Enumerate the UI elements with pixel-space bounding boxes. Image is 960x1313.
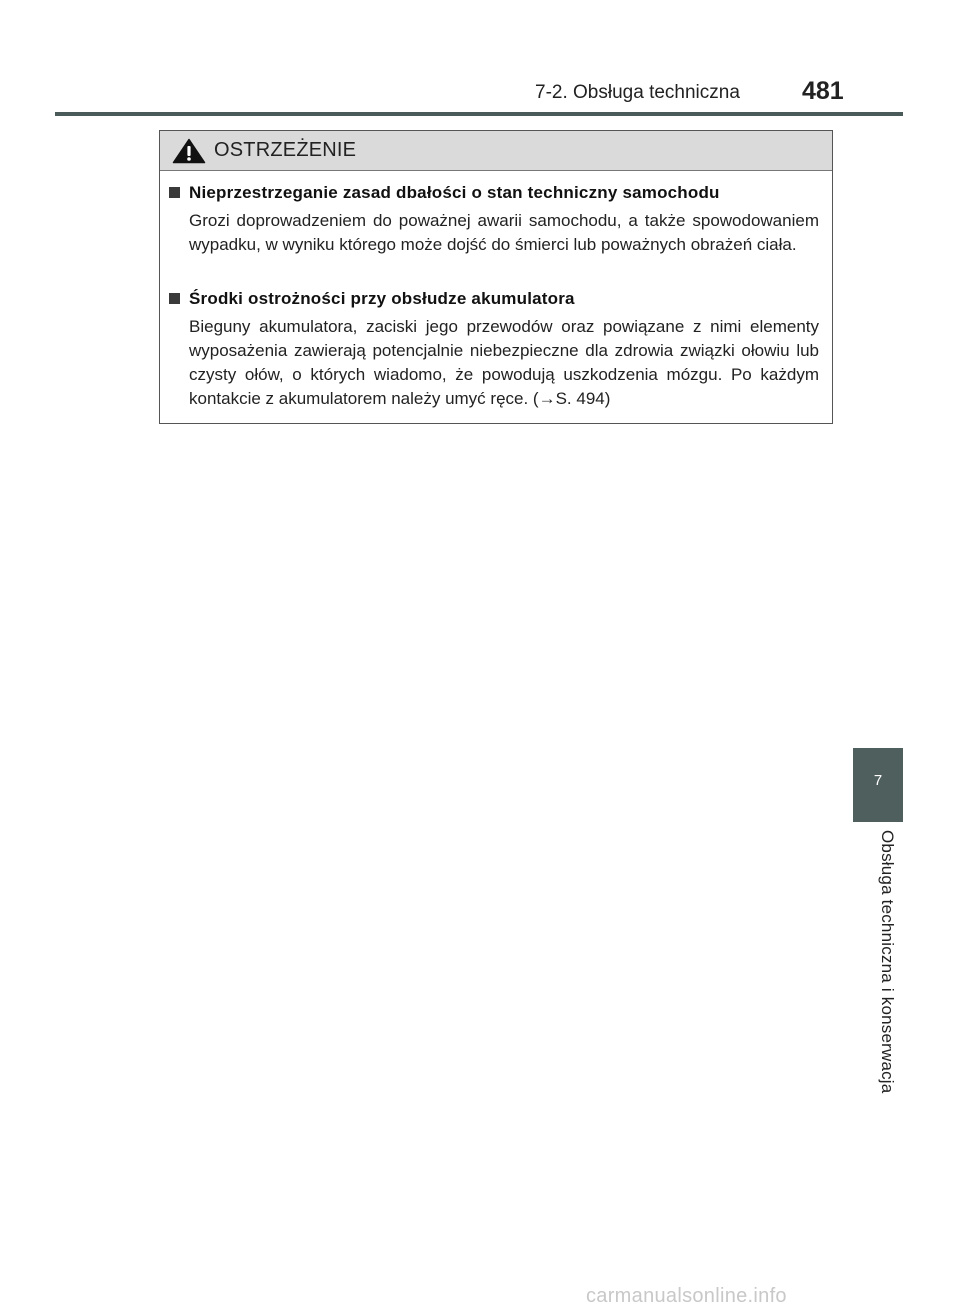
warning-item-heading — [169, 288, 819, 310]
chapter-number: 7 — [873, 772, 883, 789]
watermark: carmanualsonline.info — [586, 1285, 787, 1307]
chapter-tab — [853, 748, 903, 822]
chapter-label: Obsługa techniczna i konserwacja — [878, 830, 897, 1094]
header-divider — [55, 112, 903, 116]
warning-triangle-icon — [172, 138, 206, 164]
warning-header — [160, 131, 832, 171]
warning-item-heading-text: Nieprzestrzeganie zasad dbałości o stan techniczny samochodu — [189, 183, 720, 202]
warning-item — [169, 288, 819, 411]
square-bullet-icon — [169, 187, 180, 198]
warning-item-heading — [169, 182, 819, 204]
page-number: 481 — [802, 77, 844, 105]
warning-title: OSTRZEŻENIE — [214, 139, 357, 161]
warning-item-body: Grozi doprowadzeniem do poważnej awarii samochodu, a także spowodowaniem wypadku, w wyniku którego może dojść do śmierci lub poważnych obrażeń ciała. — [189, 211, 819, 254]
warning-item-heading-text: Środki ostrożności przy obsłudze akumulatora — [189, 289, 575, 308]
warning-box — [159, 130, 833, 424]
section-title: 7-2. Obsługa techniczna — [535, 82, 740, 103]
square-bullet-icon — [169, 293, 180, 304]
warning-item — [169, 182, 819, 257]
warning-item-body: Bieguny akumulatora, zaciski jego przewodów oraz powiązane z nimi elementy wyposażenia zawierają potencjalnie niebezpieczne dla zdrowia związki ołowiu lub czysty ołów, o których wiadomo, że powodują uszkodzenia mózgu. Po każdym kontakcie z akumulatorem należy umyć ręce. (→S. 494) — [189, 317, 819, 408]
